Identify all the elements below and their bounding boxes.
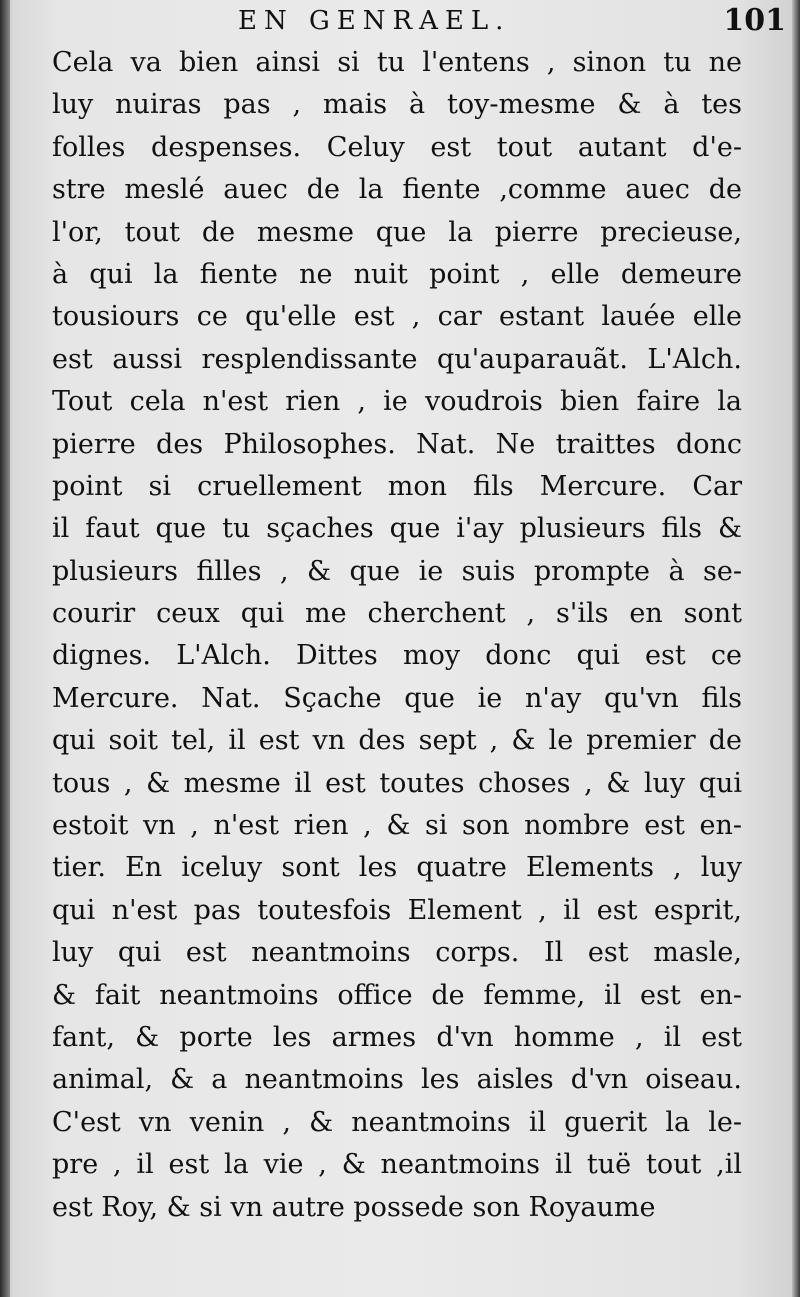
- text-line: luy qui est neantmoins corps. Il est masle,: [52, 937, 742, 969]
- text-line: Tout cela n'est rien , ie voudrois bien faire la: [52, 386, 742, 418]
- text-line: Mercure. Nat. Sçache que ie n'ay qu'vn fils: [52, 682, 742, 714]
- text-line: animal, & a neantmoins les aisles d'vn oiseau.: [52, 1064, 742, 1096]
- page-edge-shadow: [792, 0, 800, 1297]
- text-line: point si cruellement mon fils Mercure. Car: [52, 470, 742, 502]
- text-line: l'or, tout de mesme que la pierre precieuse,: [52, 216, 742, 248]
- text-line: plusieurs filles , & que ie suis prompte à se-: [52, 555, 742, 587]
- text-line: estoit vn , n'est rien , & si son nombre est en-: [52, 810, 742, 842]
- text-line: folles despenses. Celuy est tout autant d'e-: [52, 131, 742, 163]
- text-line: pre , il est la vie , & neantmoins il tuë tout ,il: [52, 1149, 742, 1181]
- text-line: courir ceux qui me cherchent , s'ils en sont: [52, 598, 742, 630]
- text-line: luy nuiras pas , mais à toy-mesme & à tes: [52, 89, 742, 121]
- text-line: tier. En iceluy sont les quatre Elements , luy: [52, 852, 742, 884]
- text-line: est Roy, & si vn autre possede son Royaume: [52, 1191, 656, 1223]
- text-line: stre meslé auec de la fiente ,comme auec de: [52, 174, 742, 206]
- text-line: tous , & mesme il est toutes choses , & luy qui: [52, 767, 742, 799]
- running-title: EN GENRAEL.: [238, 6, 511, 36]
- text-line: qui soit tel, il est vn des sept , & le premier de: [52, 725, 742, 757]
- text-line: à qui la fiente ne nuit point , elle demeure: [52, 258, 742, 290]
- running-head: [0, 4, 800, 38]
- text-line: est aussi resplendissante qu'auparauãt. L'Alch.: [52, 343, 742, 375]
- text-line: tousiours ce qu'elle est , car estant lauée elle: [52, 301, 742, 333]
- text-line: & fait neantmoins office de femme, il est en-: [52, 979, 742, 1011]
- page-number: 101: [723, 3, 786, 38]
- text-line: fant, & porte les armes d'vn homme , il est: [52, 1021, 742, 1053]
- text-line: C'est vn venin , & neantmoins il guerit la le-: [52, 1106, 742, 1138]
- page-gutter-shadow: [0, 0, 10, 1297]
- text-line: il faut que tu sçaches que i'ay plusieurs fils &: [52, 513, 742, 545]
- text-line: pierre des Philosophes. Nat. Ne traittes donc: [52, 428, 742, 460]
- text-line: qui n'est pas toutesfois Element , il est esprit,: [52, 894, 742, 926]
- body-text: [52, 42, 742, 1229]
- text-line: dignes. L'Alch. Dittes moy donc qui est ce: [52, 640, 742, 672]
- text-line: Cela va bien ainsi si tu l'entens , sinon tu ne: [52, 47, 742, 78]
